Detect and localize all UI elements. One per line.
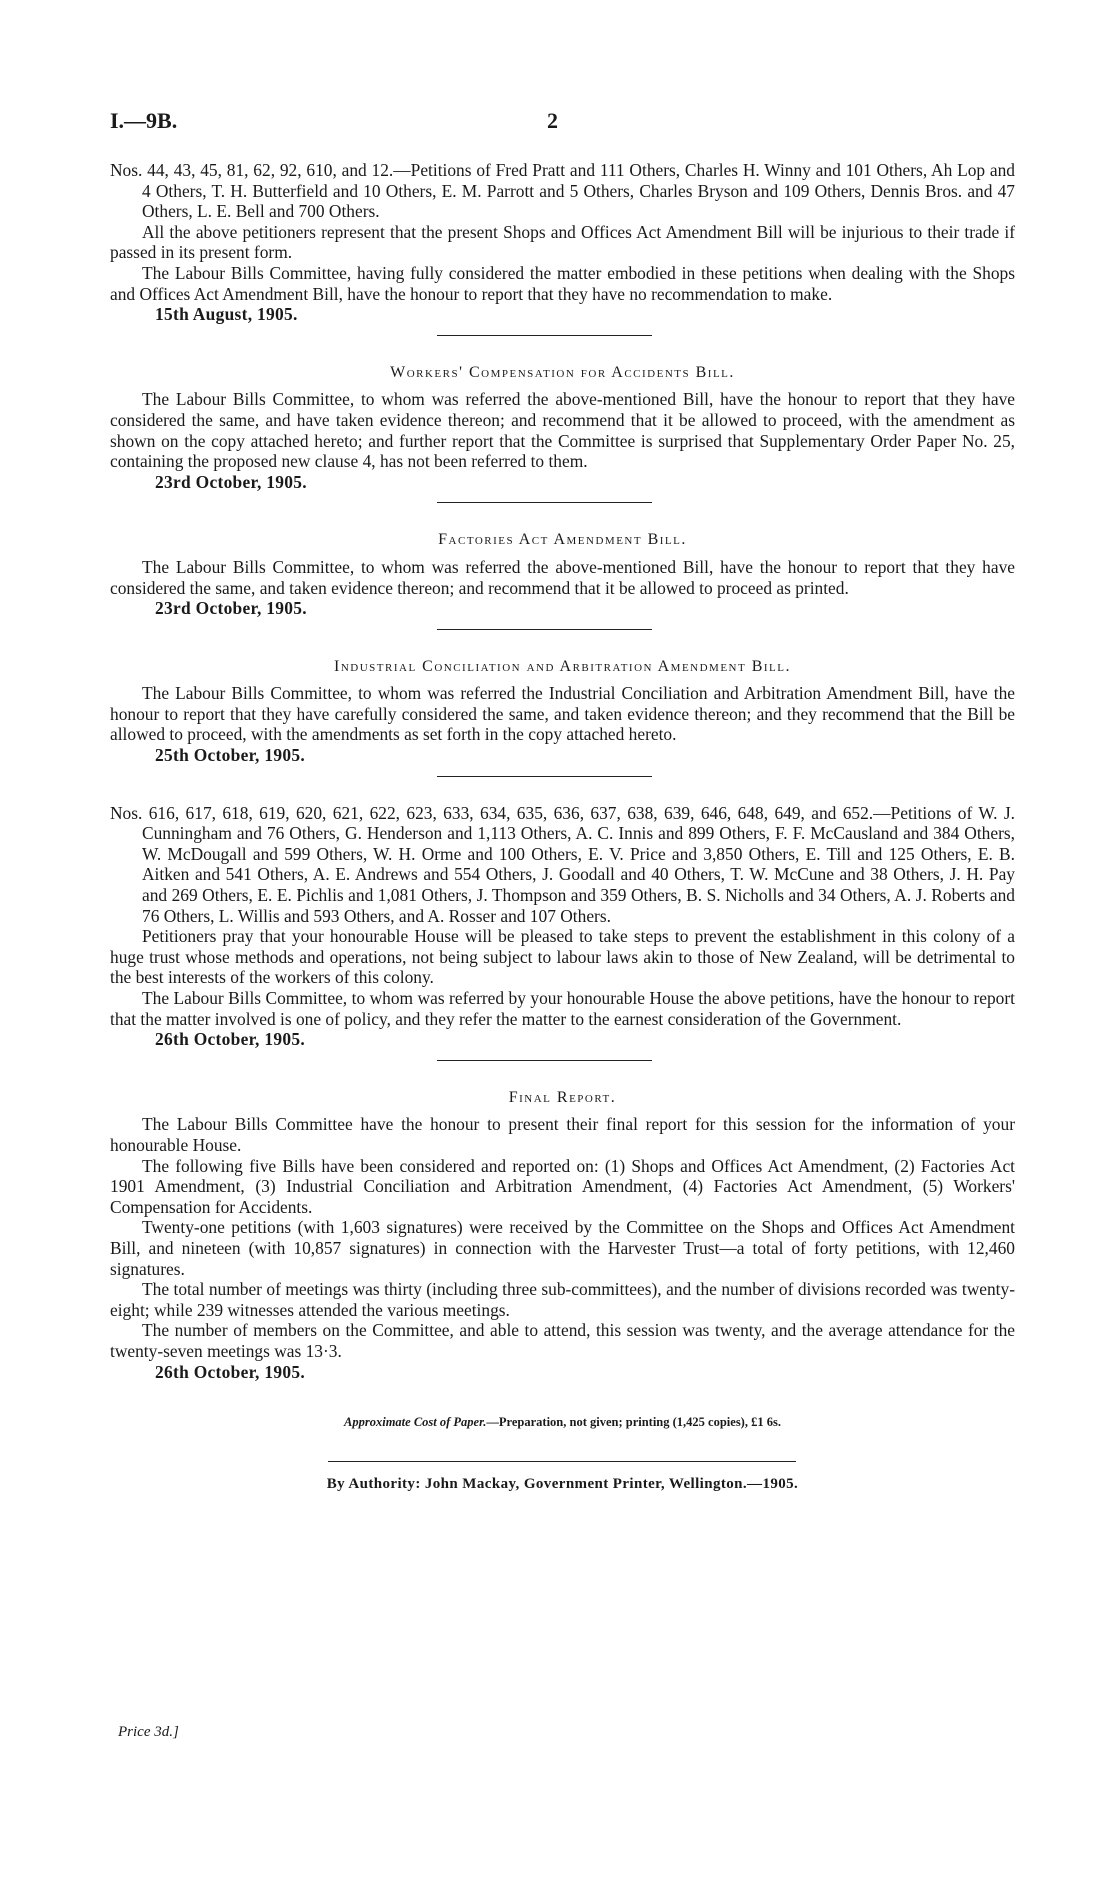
section2-paragraph-1: The Labour Bills Committee, to whom was referred the above-mentioned Bill, have the honour to report that they have considered the same, and have taken evidence thereon; and recommend that it be allowed to proceed, with the amendment as shown on the copy attached hereto; and further report that the Committee is surprised that Supplementary Order Paper No. 25, containing the proposed new clause 4, has not been referred to them. xyxy=(110,389,1015,472)
spacer xyxy=(110,777,1015,803)
final-report-paragraph-1: The Labour Bills Committee have the honour to present their final report for this session for the information of your honourable House. xyxy=(110,1114,1015,1155)
section5-date: 26th October, 1905. xyxy=(155,1029,305,1050)
cost-text: —Preparation, not given; printing (1,425 copies), £1 6s. xyxy=(486,1415,781,1430)
page-number: 2 xyxy=(547,108,558,133)
petitions-list-2: Nos. 616, 617, 618, 619, 620, 621, 622, 623, 633, 634, 635, 636, 637, 638, 639, 646, 648, 649, and 652.—Petitions of W. J. Cunningham and 76 Others, G. Henderson and 1,113 Others, A. C. Innis and 899 Others, F. F. McCausland and 384 Others, W. McDougall and 599 Others, W. H. Orme and 100 Others, E. V. Price and 3,850 Others, E. Till and 125 Others, E. B. Aitken and 541 Others, A. E. Andrews and 554 Others, J. Goodall and 40 Others, T. W. McCune and 38 Others, J. H. Pay and 269 Others, E. E. Pichlis and 1,081 Others, J. Thompson and 359 Others, B. S. Nicholls and 34 Others, A. J. Roberts and 76 Others, L. Willis and 593 Others, and A. Rosser and 107 Others. xyxy=(110,802,1015,926)
cost-label: Approximate Cost of Paper. xyxy=(344,1415,487,1430)
final-report-paragraph-3: Twenty-one petitions (with 1,603 signatures) were received by the Committee on the Shops and Offices Act Amendment Bill, and nineteen (with 10,857 signatures) in connection with the Harvester Trust—a total of forty petitions, with 12,460 signatures. xyxy=(110,1217,1015,1279)
section2-date: 23rd October, 1905. xyxy=(155,471,307,492)
section3-title: Factories Act Amendment Bill. xyxy=(438,531,687,549)
printer-authority: By Authority: John Mackay, Government Printer, Wellington.—1905. xyxy=(326,1475,799,1492)
section1-paragraph-1: All the above petitioners represent that the present Shops and Offices Act Amendment Bill will be injurious to their trade if passed in its present form. xyxy=(110,221,1015,263)
section4-title: Industrial Conciliation and Arbitration Amendment Bill. xyxy=(334,657,791,675)
section5-paragraph-2: The Labour Bills Committee, to whom was referred by your honourable House the above petitions, have the honour to report that the matter involved is one of policy, and they refer the matter to the earnest consideration of the Government. xyxy=(110,988,1015,1029)
section1-date: 15th August, 1905. xyxy=(155,304,298,325)
petitions-list-1: Nos. 44, 43, 45, 81, 62, 92, 610, and 12.—Petitions of Fred Pratt and 111 Others, Charles H. Winny and 101 Others, Ah Lop and 4 Others, T. H. Butterfield and 10 Others, E. M. Parrott and 5 Others, Charles Bryson and 109 Others, Dennis Bros. and 47 Others, L. E. Bell and 700 Others. xyxy=(110,160,1015,222)
section-divider xyxy=(437,335,652,336)
final-report-paragraph-2: The following five Bills have been considered and reported on: (1) Shops and Offices Act Amendment, (2) Factories Act 1901 Amendment, (3) Industrial Conciliation and Arbitration Amendment, (4) Factories Act Amendment, (5) Workers' Compensation for Accidents. xyxy=(110,1155,1015,1217)
section3-paragraph-1: The Labour Bills Committee, to whom was referred the above-mentioned Bill, have the honour to report that they have considered the same, and taken evidence thereon; and recommend that it be allowed to proceed as printed. xyxy=(110,556,1015,598)
final-report-date: 26th October, 1905. xyxy=(155,1361,305,1382)
section5-paragraph-1: Petitioners pray that your honourable House will be pleased to take steps to prevent the establishment in this colony of a huge trust whose methods and operations, not being subject to labour laws akin to those of New Zealand, will be detrimental to the best interests of the workers of this colony. xyxy=(110,926,1015,988)
cost-of-paper xyxy=(110,1412,1015,1433)
section4-date: 25th October, 1905. xyxy=(155,745,305,766)
section-divider xyxy=(437,502,652,503)
section4-paragraph-1: The Labour Bills Committee, to whom was referred the Industrial Conciliation and Arbitration Amendment Bill, have the honour to report that they have carefully considered the same, and taken evidence thereon; and they recommend that the Bill be allowed to proceed, with the amendments as set forth in the copy attached hereto. xyxy=(110,683,1015,745)
section-divider xyxy=(437,629,652,630)
final-report-paragraph-5: The number of members on the Committee, and able to attend, this session was twenty, and the average attendance for the twenty-seven meetings was 13·3. xyxy=(110,1320,1015,1361)
page-header xyxy=(110,108,1010,138)
paper-reference: I.—9B. xyxy=(110,108,178,133)
footer-divider xyxy=(328,1461,796,1462)
document-body xyxy=(110,160,1015,1494)
final-report-title: Final Report. xyxy=(508,1088,617,1106)
section2-title: Workers' Compensation for Accidents Bill. xyxy=(390,363,735,381)
section1-paragraph-2: The Labour Bills Committee, having fully considered the matter embodied in these petitions when dealing with the Shops and Offices Act Amendment Bill, have the honour to report that they have no recommendation to make. xyxy=(110,262,1015,304)
price-label: Price 3d.] xyxy=(118,1724,179,1740)
section-divider xyxy=(437,1060,652,1061)
section3-date: 23rd October, 1905. xyxy=(155,598,307,619)
final-report-paragraph-4: The total number of meetings was thirty (including three sub-committees), and the number of divisions recorded was twenty-eight; while 239 witnesses attended the various meetings. xyxy=(110,1279,1015,1320)
